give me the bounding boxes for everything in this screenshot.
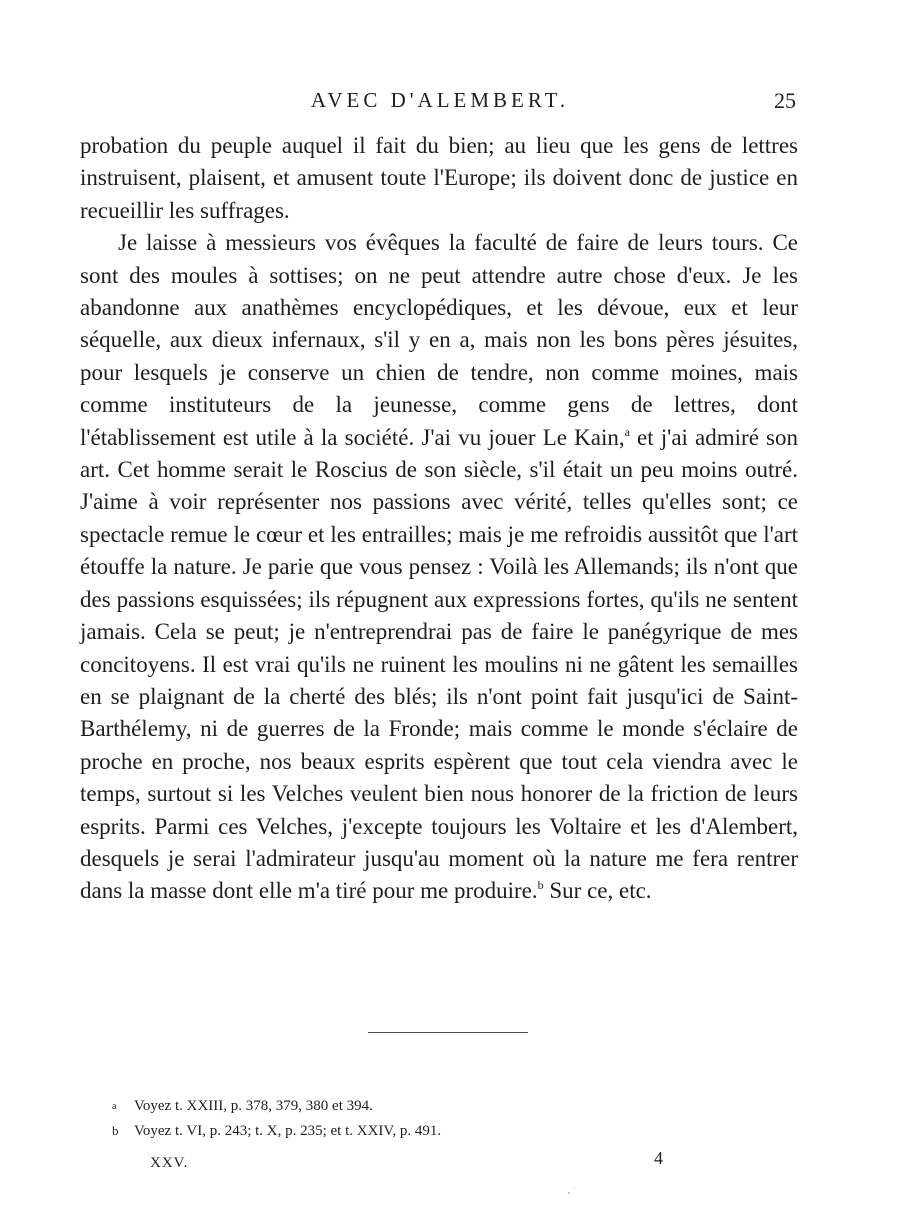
- footnote-marker: b: [112, 1123, 119, 1138]
- paper-speck: [568, 1192, 570, 1194]
- paragraph-2-part-a: Je laisse à messieurs vos évêques la faculté de faire de leurs tours. Ce sont des moules à sottises; on ne peut attendre autre chose d'eux. Je les abandonne aux anathèmes encyclopédiques, et les dévoue, eux et leur séquelle, aux dieux infernaux, s'il y en a, mais non les bons pères jésuites, pour lesquels je conserve un chien de tendre, non comme moines, mais comme instituteurs de la jeunesse, comme gens de lettres, dont l'établissement est utile à la société. J'ai vu jouer Le Kain,: [80, 230, 798, 450]
- paragraph-2: [80, 227, 798, 908]
- gathering-folio: 4: [654, 1148, 663, 1168]
- signature-mark: XXV.: [150, 1155, 189, 1171]
- paragraph-2-part-b: et j'ai admiré son art. Cet homme serait le Roscius de son siècle, s'il était un peu moins outré. J'aime à voir représenter nos passions avec vérité, telles qu'elles sont; ce spectacle remue le cœur et les entrailles; mais je me refroidis aussitôt que l'art étouffe la nature. Je parie que vous pensez : Voilà les Allemands; ils n'ont que des passions esquissées; ils répugnent aux expressions fortes, qu'ils ne sentent jamais. Cela se peut; je n'entreprendrai pas de faire le panégyrique de mes concitoyens. Il est vrai qu'ils ne ruinent les moulins ni ne gâtent les semailles en se plaignant de la cherté des blés; ils n'ont point fait jusqu'ici de Saint-Barthélemy, ni de guerres de la Fronde; mais comme le monde s'éclaire de proche en proche, nos beaux esprits espèrent que tout cela viendra avec le temps, surtout si les Velches veulent bien nous honorer de la friction de leurs esprits. Parmi ces Velches, j'excepte toujours les Voltaire et les d'Alembert, desquels je serai l'admirateur jusqu'au moment où la nature me fera rentrer dans la masse dont elle m'a tiré pour me produire.: [80, 424, 799, 904]
- footnote-a: [112, 1094, 632, 1119]
- running-head: [80, 88, 800, 118]
- footnote-b: [112, 1119, 632, 1143]
- paragraph-2-part-c: Sur ce, etc.: [543, 878, 652, 904]
- footnotes: [112, 1094, 632, 1143]
- footnote-text: Voyez t. XXIII, p. 378, 379, 380 et 394.: [134, 1098, 373, 1114]
- page-number: 25: [774, 88, 796, 113]
- footnote-marker: a: [112, 1101, 117, 1112]
- body-text: [80, 130, 798, 908]
- running-title: AVEC D'ALEMBERT.: [310, 88, 570, 112]
- footnote-ref-b: b: [537, 878, 544, 893]
- paragraph-1: probation du peuple auquel il fait du bien; au lieu que les gens de lettres instruisent, plaisent, et amusent toute l'Europe; ils doivent donc de justice en recueillir les suffrages.: [80, 133, 798, 223]
- footnote-text: Voyez t. VI, p. 243; t. X, p. 235; et t. XXIV, p. 491.: [134, 1123, 442, 1139]
- footnote-separator-rule: [368, 1032, 528, 1033]
- footnote-ref-a: a: [624, 424, 630, 439]
- paper-speck: [574, 1188, 575, 1189]
